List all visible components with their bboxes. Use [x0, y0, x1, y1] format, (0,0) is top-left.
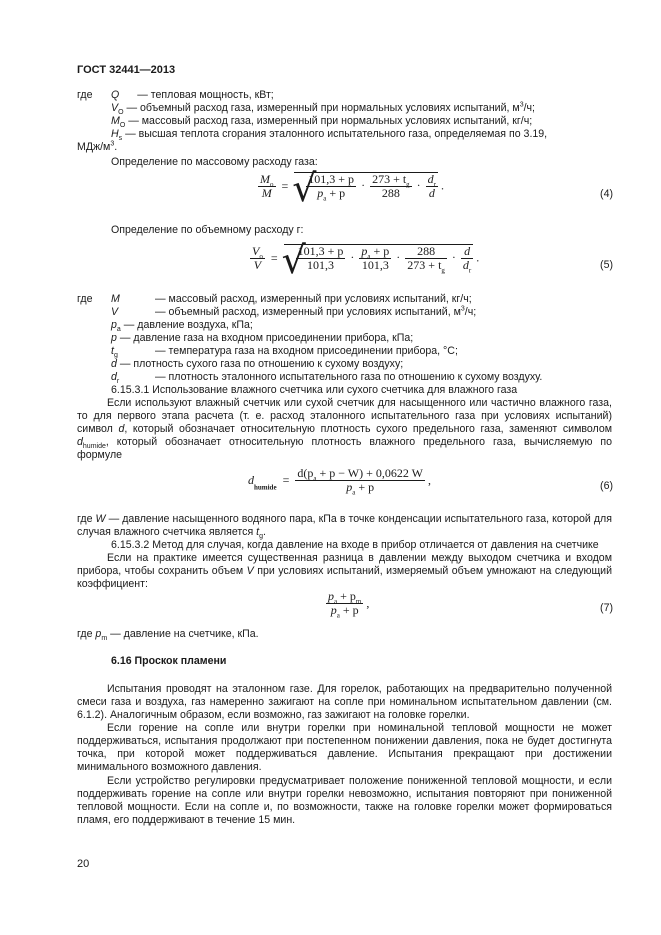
document-header: ГОСТ 32441—2013	[77, 64, 176, 76]
eq4-radical: √ $\frac{101,3 + p}{p_a + p}$ · $\frac{273 + t_g}{288}$ · $\frac{d_r}{d}$	[294, 172, 438, 200]
equation-6: $d_{humide}$ = $\frac{d(p_a + p - W) + 0,0622 W}{p_a + p}$ ,	[248, 466, 431, 497]
def-vo: $V_O$ — объемный расход газа, измеренный при нормальных условиях испытаний, $м^3/ч$;	[111, 101, 535, 117]
def-p: p — давление газа на входном присоединении прибора, кПа;	[111, 332, 414, 344]
def-tg: $t_g$ — температура газа на входном присоединении прибора, °С;	[111, 345, 458, 360]
def-d: d — плотность сухого газа по отношению к сухому воздуху;	[111, 358, 404, 370]
equation-5: $\frac{V_o}{V}$ = √ $\frac{101,3 + p}{101,3}$ · $\frac{p_a + p}{101,3}$ · $\frac{288}{273 + t_g}$ · $\frac{d}{d_r}$ .	[250, 244, 479, 272]
section-6-16-para-1: Испытания проводят на эталонном газе. Для горелок, работающих на предварительно полученной смеси газа и воздуха, газ намеренно зажигают на сопле при номинальном испытательном давлении (см. 6.1.2). Аналогичным образом, если возможно, газ зажигают на головке горелки.	[77, 683, 612, 722]
def-q: Q — тепловая мощность, кВт;	[111, 89, 274, 101]
page-number: 20	[77, 858, 90, 870]
section-6-15-3-1-title: 6.15.3.1 Использование влажного счетчика или сухого счетчика для влажного газа	[111, 384, 518, 396]
section-6-15-3-2-title: 6.15.3.2 Метод для случая, когда давление на входе в прибор отличается от давления на счетчике	[111, 539, 599, 551]
section-6-16-title: 6.16 Проскок пламени	[111, 655, 227, 667]
eq5-radical: √ $\frac{101,3 + p}{101,3}$ · $\frac{p_a + p}{101,3}$ · $\frac{288}{273 + t_g}$ · $\frac{d}{d_r}$	[284, 244, 474, 272]
eq4-intro: Определение по массовому расходу газа:	[111, 156, 318, 168]
def-pa: $p_a$ — давление воздуха, кПа;	[111, 319, 253, 334]
equation-6-number: (6)	[600, 480, 613, 492]
where-label-1: где	[77, 89, 93, 101]
equation-5-number: (5)	[600, 259, 613, 271]
section-6-15-3-1-body: Если используют влажный счетчик или сухой счетчик для насыщенного или частично влажного газа, то для первого этапа расчета (т. е. расход эталонного испытательного газа при условиях испытаний) символ d, который обозначает относительную плотность сухого предельного газа, заменяют символом $d_{humide}$, который обозначает относительную плотность влажного предельного газа, вычисляемую по формуле	[77, 397, 612, 462]
where-label-2: где	[77, 293, 93, 305]
eq4-lhs: $\frac{M_o}{M}$	[260, 171, 274, 200]
section-6-16-para-3: Если устройство регулировки предусматривает положение пониженной тепловой мощности, и если поддерживать горение на сопле или внутри горелки невозможно, испытания повторяют при пониженной тепловой мощности. Если на сопле и, по возможности, также на головке горелки может формироваться пламя, его поддерживают в течение 15 мин.	[77, 775, 612, 827]
def-m: M — массовый расход, измеренный при условиях испытаний, кг/ч;	[111, 293, 472, 305]
section-6-15-3-2-body: Если на практике имеется существенная разница в давлении между выходом счетчика и входом прибора, чтобы сохранить объем V при условиях испытаний, измеряемый объем умножают на следующий коэффициент:	[77, 552, 612, 591]
equation-4: $\frac{M_o}{M}$ = √ $\frac{101,3 + p}{p_a + p}$ · $\frac{273 + t_g}{288}$ · $\frac{d_r}{d}$ .	[258, 172, 444, 200]
equation-7: $\frac{p_a + p_m}{p_a + p}$ ,	[328, 589, 370, 620]
def-w: где W — давление насыщенного водяного пара, кПа в точке конденсации испытательного газа, которой для случая влажного счетчика является $t_g$.	[77, 513, 612, 541]
def-hs-unit: МДж/$м^3$.	[77, 140, 118, 153]
def-hs: $H_s$ — высшая теплота сгорания эталонного испытательного газа, определяемая по 3.19,	[111, 128, 548, 143]
eq5-intro: Определение по объемному расходу г:	[111, 224, 304, 236]
equation-7-number: (7)	[600, 602, 613, 614]
def-mo: $M_O$ — массовый расход газа, измеренный при нормальных условиях испытаний, кг/ч;	[111, 115, 533, 130]
def-dr: $d_r$ — плотность эталонного испытательного газа по отношению к сухому воздуху.	[111, 371, 543, 386]
def-pm: где $p_m$ — давление на счетчике, кПа.	[77, 628, 259, 643]
equation-4-number: (4)	[600, 188, 613, 200]
def-v: V — объемный расход, измеренный при условиях испытаний, $м^3/ч$;	[111, 305, 477, 318]
eq5-lhs: $\frac{V_o}{V}$	[252, 243, 263, 272]
section-6-16-para-2: Если горение на сопле или внутри горелки при номинальной тепловой мощности не может поддерживаться, испытания продолжают при постепенном понижении давления, пока не будет достигнута точка, при которой может поддерживаться давление. Испытания прекращают при достижении минимального возможного давления.	[77, 722, 612, 774]
